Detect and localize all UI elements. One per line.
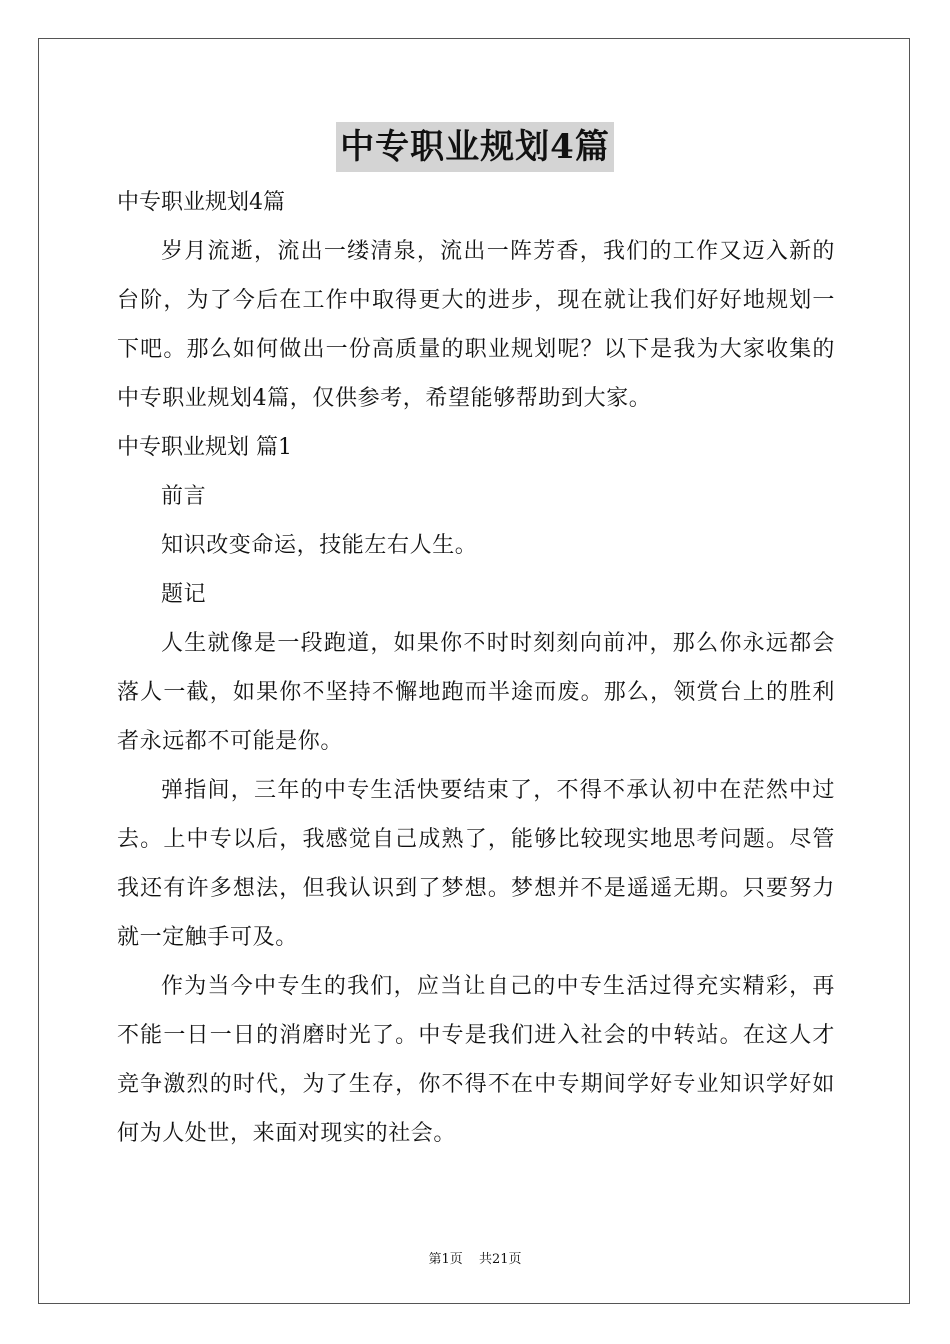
page-footer	[0, 1248, 950, 1267]
title-container	[0, 122, 950, 172]
body-paragraph: 人生就像是一段跑道，如果你不时时刻刻向前冲，那么你永远都会落人一截，如果你不坚持不懈地跑而半途而废。那么，领赏台上的胜利者永远都不可能是你。	[117, 631, 835, 754]
document-subtitle: 中专职业规划4篇	[117, 190, 285, 215]
body-paragraph: 作为当今中专生的我们，应当让自己的中专生活过得充实精彩，再不能一日一日的消磨时光了。中专是我们进入社会的中转站。在这人才竞争激烈的时代，为了生存，你不得不在中专期间学好专业知识学好如何为人处世，来面对现实的社会。	[117, 974, 835, 1146]
document-title: 中专职业规划4篇	[336, 122, 614, 172]
motto: 知识改变命运，技能左右人生。	[161, 533, 478, 558]
section-heading: 中专职业规划 篇1	[117, 435, 292, 460]
preface-label: 前言	[161, 484, 207, 509]
body-paragraph: 弹指间，三年的中专生活快要结束了，不得不承认初中在茫然中过去。上中专以后，我感觉自己成熟了，能够比较现实地思考问题。尽管我还有许多想法，但我认识到了梦想。梦想并不是遥遥无期。只要努力就一定触手可及。	[117, 778, 835, 950]
document-body	[117, 178, 835, 1158]
epigraph-label: 题记	[161, 582, 207, 607]
page-number: 第1页	[428, 1252, 463, 1267]
intro-paragraph: 岁月流逝，流出一缕清泉，流出一阵芳香，我们的工作又迈入新的台阶，为了今后在工作中取得更大的进步，现在就让我们好好地规划一下吧。那么如何做出一份高质量的职业规划呢？以下是我为大家收集的中专职业规划4篇，仅供参考，希望能够帮助到大家。	[117, 239, 835, 411]
page-total: 共21页	[478, 1252, 522, 1267]
